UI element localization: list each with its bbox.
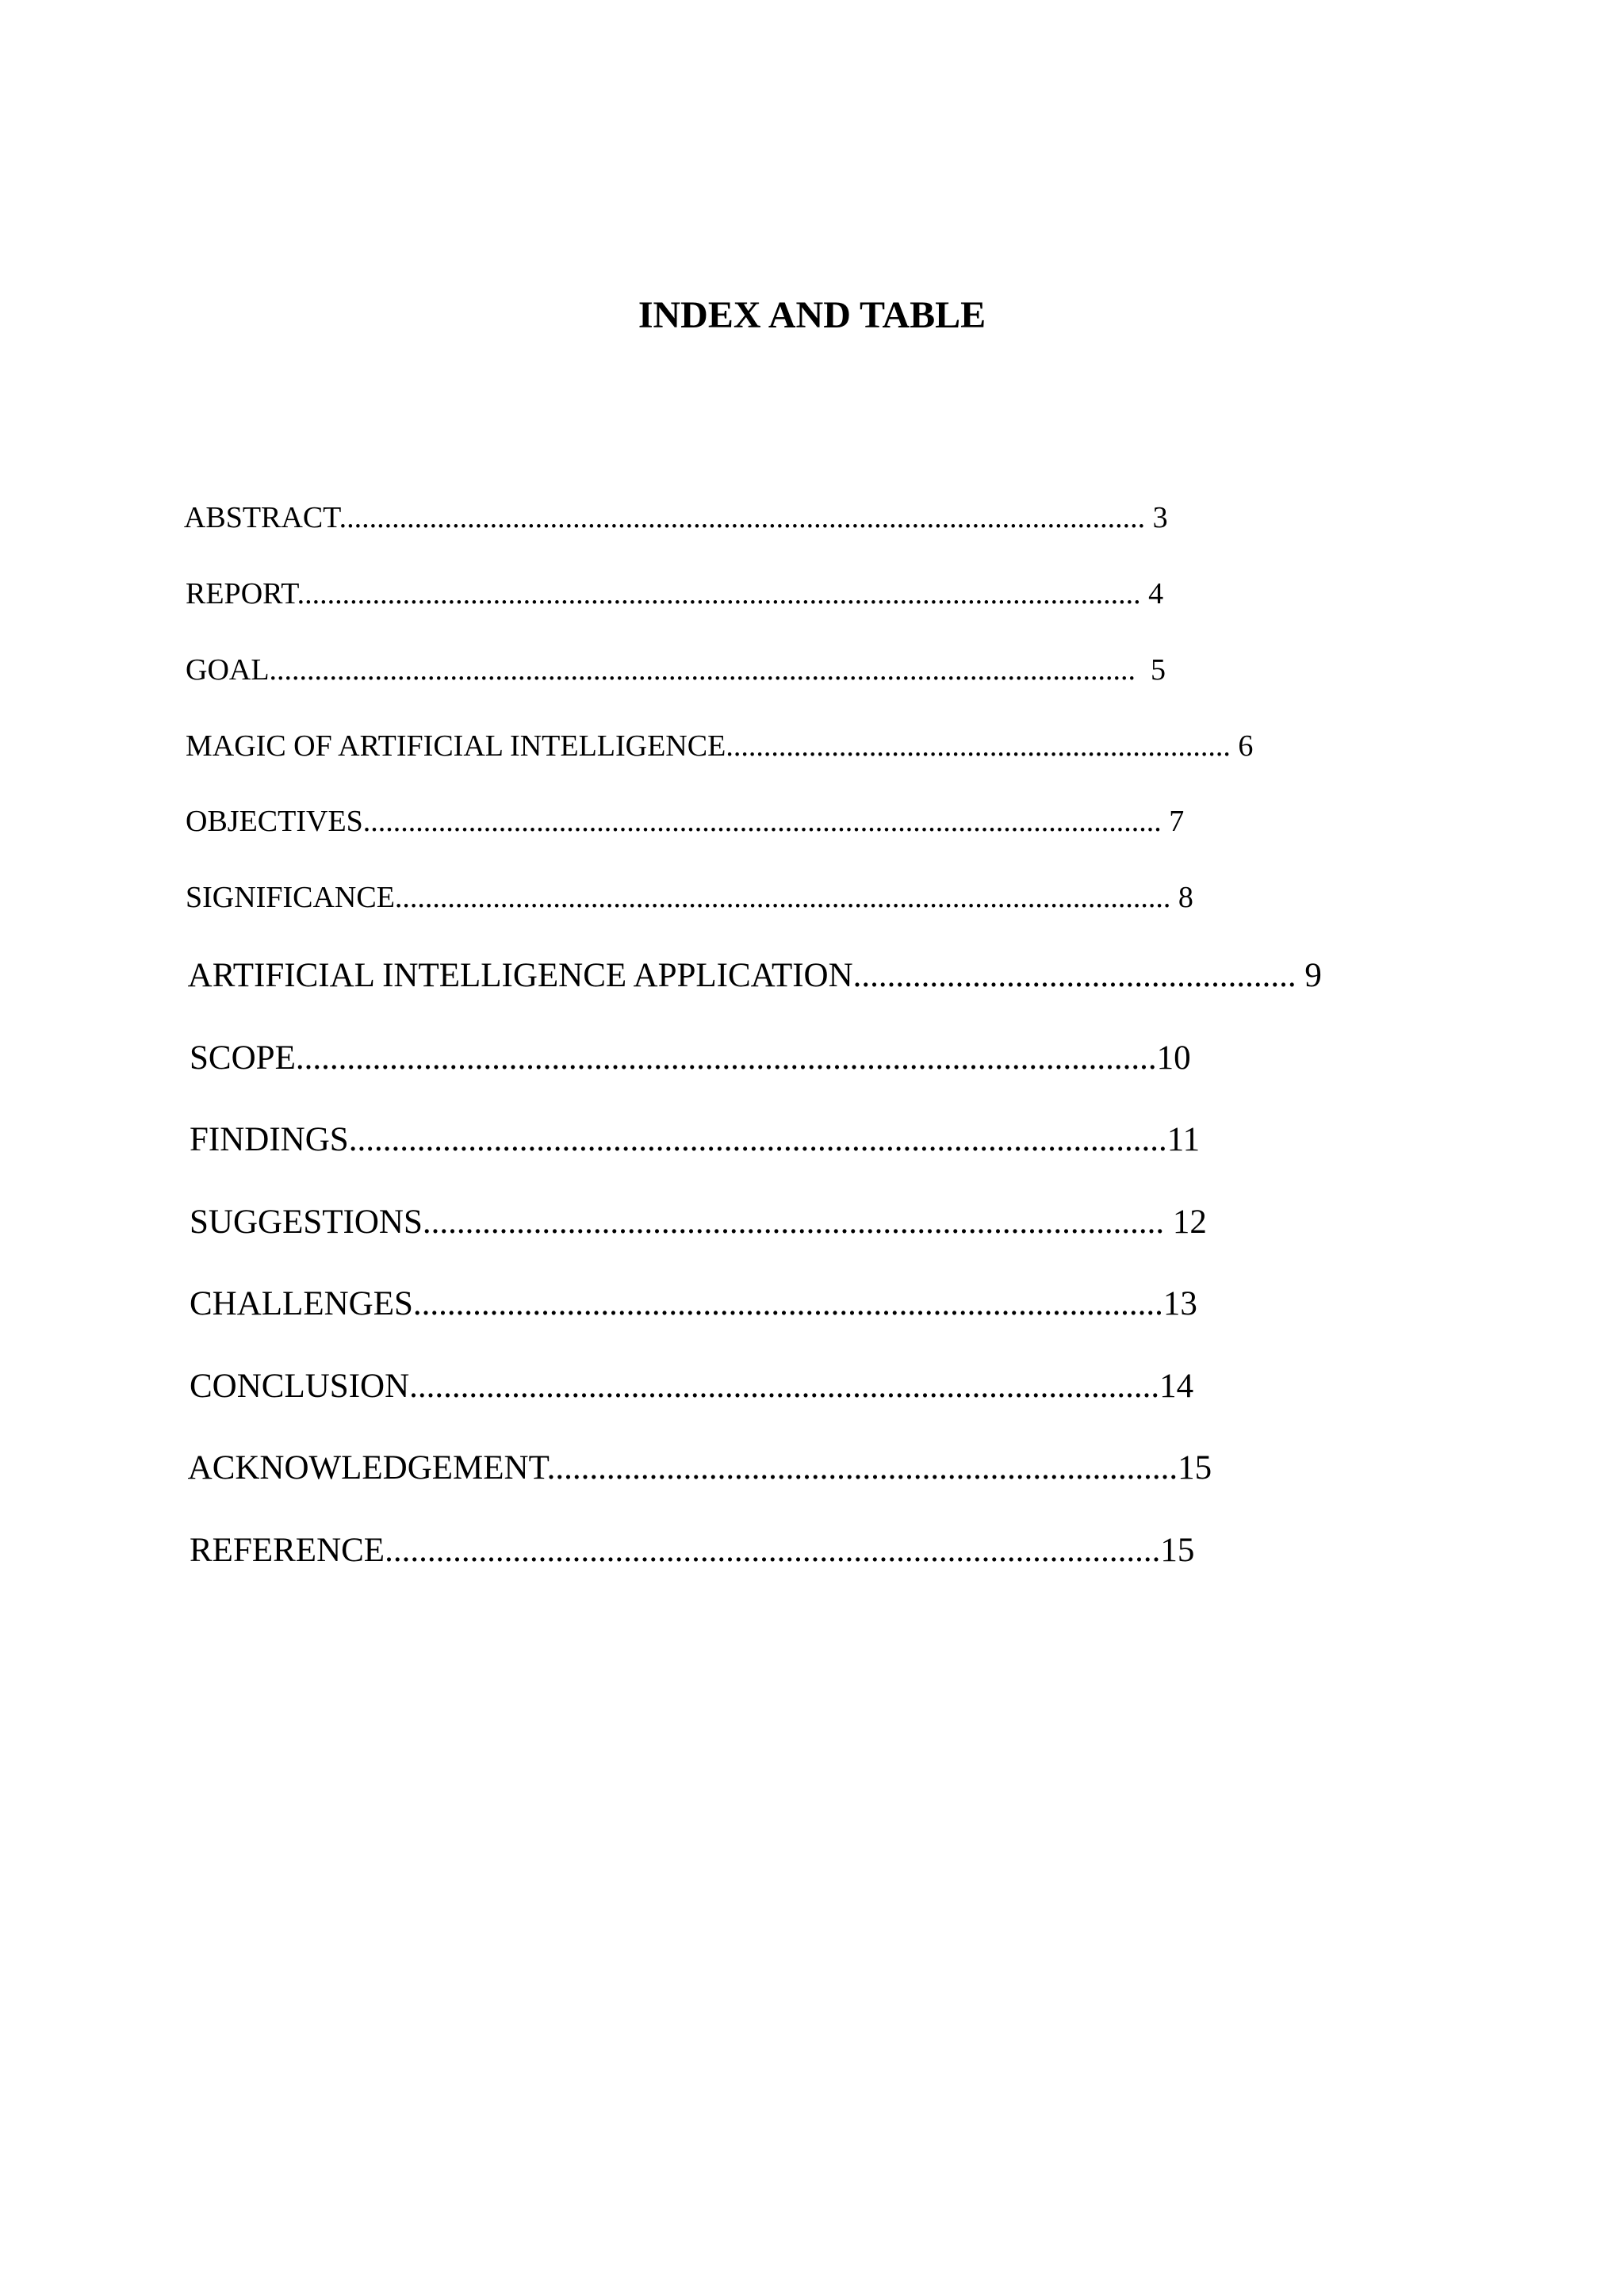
toc-entry-leader: ................................................................................................ <box>348 1121 1167 1158</box>
toc-entry-page: 6 <box>1230 729 1254 763</box>
toc-entry-label: SIGNIFICANCE <box>186 881 395 914</box>
toc-entry-leader: ................................................................................................................... <box>269 653 1136 687</box>
toc-entry-page: 7 <box>1161 805 1185 838</box>
toc-entry-page: 13 <box>1162 1285 1197 1322</box>
toc-entry-leader: ................................................................... <box>726 729 1231 763</box>
toc-entry-page: 14 <box>1159 1368 1194 1405</box>
toc-entry-label: FINDINGS <box>190 1121 349 1158</box>
toc-entry-leader: ........................................................................................ <box>412 1285 1163 1322</box>
toc-entry-leader: .......................................................................... <box>546 1449 1178 1487</box>
toc-entry-label: ACKNOWLEDGEMENT <box>187 1449 547 1487</box>
toc-entry-label: OBJECTIVES <box>186 805 363 838</box>
toc-entry-label: SCOPE <box>190 1039 296 1077</box>
toc-entry-leader: ........................................................................................... <box>385 1532 1161 1569</box>
toc-entry-page: 5 <box>1136 653 1166 687</box>
toc-entry-leader: ........................................................................................................... <box>339 501 1146 534</box>
toc-entry-page: 15 <box>1178 1449 1212 1487</box>
toc-entry-page: 15 <box>1160 1532 1195 1569</box>
toc-entry-label: CHALLENGES <box>190 1285 413 1322</box>
toc-entry-leader: .................................................... <box>852 957 1297 994</box>
toc-entry-leader: ........................................................................................ <box>409 1368 1160 1405</box>
toc-entry-label: SUGGESTIONS <box>190 1203 423 1241</box>
toc-entry-page: 4 <box>1140 577 1164 610</box>
toc-entry-page: 3 <box>1145 501 1168 534</box>
toc-entry-page: 12 <box>1164 1203 1207 1241</box>
toc-entry-page: 11 <box>1166 1121 1201 1158</box>
toc-entry-leader: ....................................................................................... <box>422 1203 1165 1241</box>
toc-entry-label: MAGIC OF ARTIFICIAL INTELLIGENCE <box>186 729 726 763</box>
toc-entry-leader: ................................................................................................................ <box>297 577 1141 610</box>
toc-entry-page: 9 <box>1296 957 1322 994</box>
toc-entry-label: GOAL <box>186 653 270 687</box>
toc-entry-page: 8 <box>1170 881 1193 914</box>
toc-entry-page: 10 <box>1156 1039 1191 1077</box>
toc-entry-leader: ..................................................................................................... <box>295 1039 1157 1077</box>
toc-entry-label: ARTIFICIAL INTELLIGENCE APPLICATION <box>187 957 853 994</box>
toc-entry-label: CONCLUSION <box>190 1368 410 1405</box>
toc-entry-label: ABSTRACT <box>183 501 339 534</box>
page-title: INDEX AND TABLE <box>638 294 986 336</box>
toc-entry[interactable] <box>155 1499 1194 1601</box>
toc-entry-label: REFERENCE <box>190 1532 385 1569</box>
toc-entry-leader: ....................................................................................................... <box>394 881 1171 914</box>
toc-entry-leader: .......................................................................................................... <box>362 805 1162 838</box>
toc-entry-label: REPORT <box>186 577 297 610</box>
